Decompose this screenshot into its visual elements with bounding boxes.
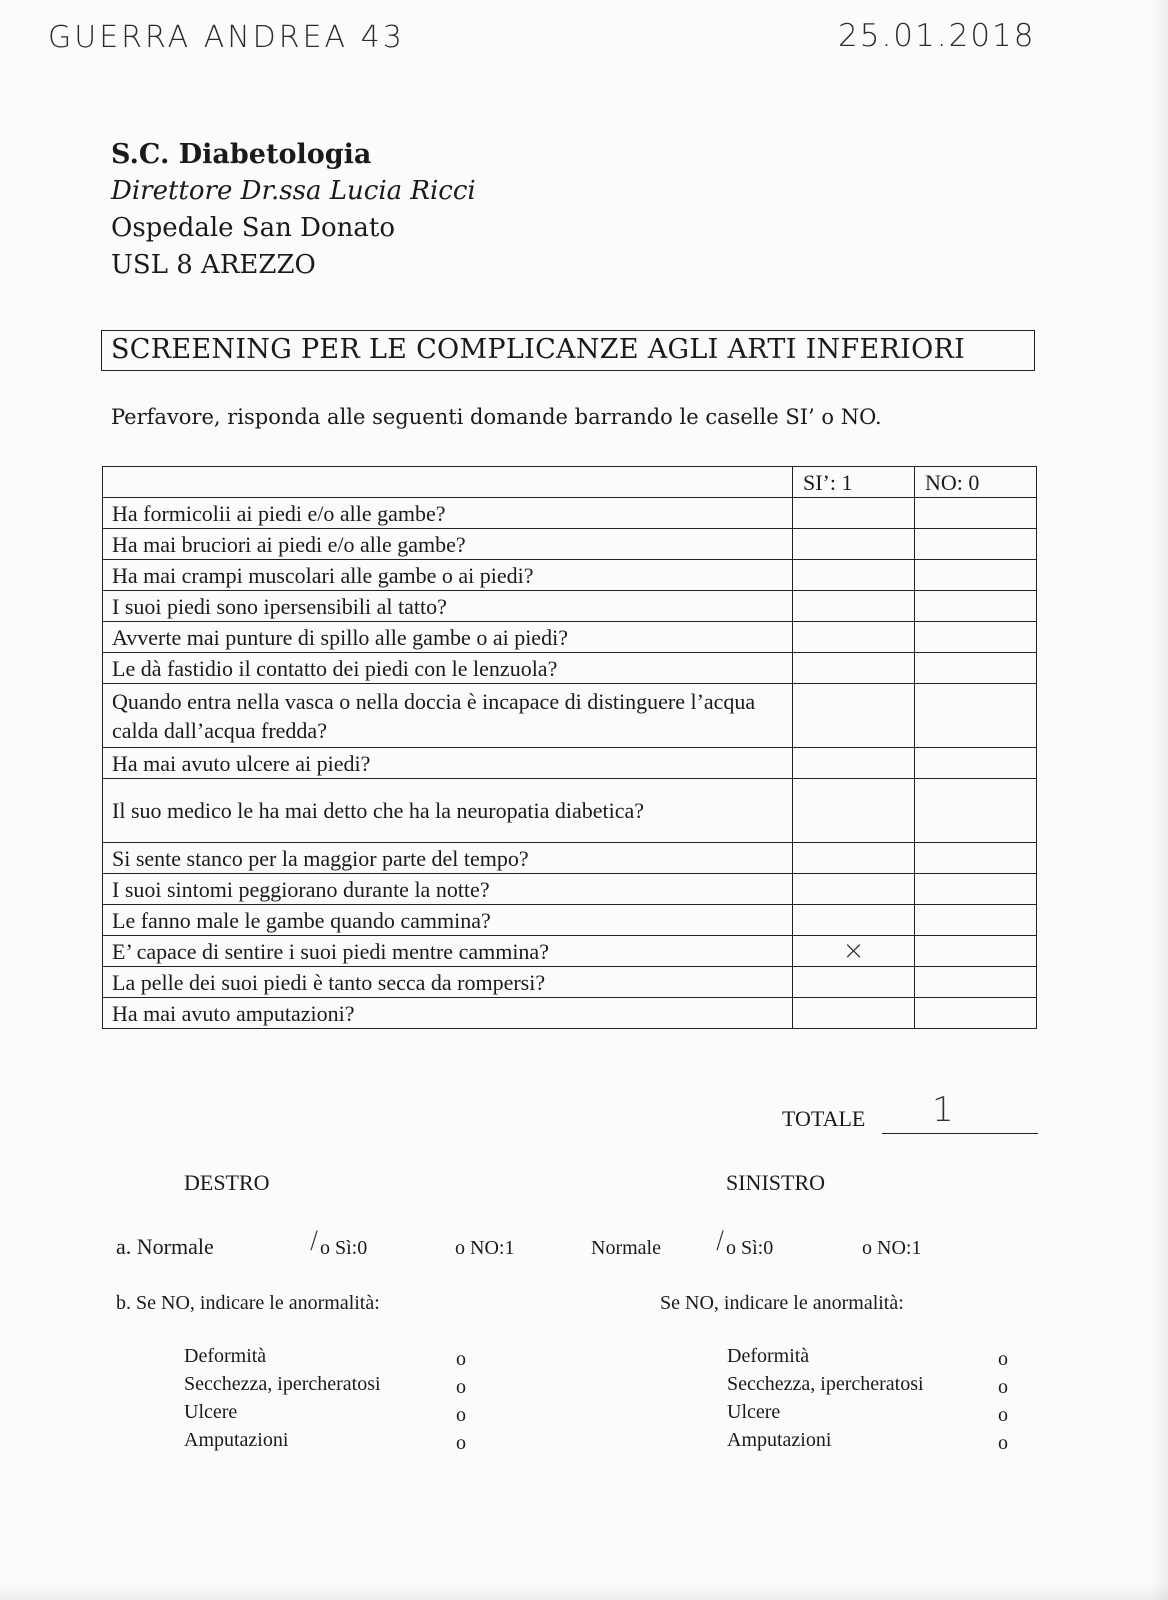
- date-handwritten: 25.01.2018: [838, 18, 1036, 54]
- no-checkbox[interactable]: [915, 967, 1037, 998]
- yes-checkbox[interactable]: [793, 998, 915, 1029]
- yes-checkbox[interactable]: [793, 779, 915, 843]
- table-row: [103, 684, 1037, 748]
- right-foot-heading: DESTRO: [184, 1170, 270, 1195]
- page-edge-shadow: [1150, 0, 1168, 1600]
- question-text: Avverte mai punture di spillo alle gambe o ai piedi?: [103, 622, 793, 653]
- right-item-deformita: Deformità: [184, 1345, 267, 1367]
- table-row: [103, 591, 1037, 622]
- right-normal-no-option[interactable]: o NO:1: [455, 1237, 515, 1259]
- left-item-ulcere: Ulcere: [727, 1401, 781, 1423]
- usl-name: USL 8 AREZZO: [111, 250, 316, 280]
- left-foot-heading: SINISTRO: [726, 1170, 826, 1195]
- right-item-deformita-option[interactable]: o: [456, 1348, 466, 1370]
- yes-checkbox[interactable]: [793, 529, 915, 560]
- left-item-secchezza: Secchezza, ipercheratosi: [727, 1373, 924, 1395]
- column-header-no: NO: 0: [915, 467, 1037, 498]
- patient-name-handwritten: GUERRA ANDREA 43: [48, 20, 405, 55]
- left-item-amputazioni: Amputazioni: [727, 1429, 832, 1451]
- right-normal-label: a. Normale: [116, 1234, 214, 1259]
- question-text: Ha mai bruciori ai piedi e/o alle gambe?: [103, 529, 793, 560]
- no-checkbox[interactable]: [915, 498, 1037, 529]
- no-checkbox[interactable]: [915, 560, 1037, 591]
- table-header-blank: [103, 467, 793, 498]
- right-normal-yes-option[interactable]: o Sì:0: [320, 1237, 368, 1259]
- table-row: [103, 779, 1037, 843]
- left-normal-no-option[interactable]: o NO:1: [862, 1237, 922, 1259]
- question-text: E’ capace di sentire i suoi piedi mentre cammina?: [103, 936, 793, 967]
- left-item-secchezza-option[interactable]: o: [998, 1376, 1008, 1398]
- no-checkbox[interactable]: [915, 684, 1037, 748]
- question-text: Ha formicolii ai piedi e/o alle gambe?: [103, 498, 793, 529]
- right-item-ulcere: Ulcere: [184, 1401, 238, 1423]
- no-checkbox[interactable]: [915, 779, 1037, 843]
- table-row: [103, 748, 1037, 779]
- question-text: I suoi piedi sono ipersensibili al tatto?: [103, 591, 793, 622]
- hospital-header: [111, 136, 476, 284]
- right-item-amputazioni-option[interactable]: o: [456, 1432, 466, 1454]
- total-underline: [882, 1133, 1038, 1134]
- right-yes-strike-mark: /: [310, 1226, 319, 1254]
- question-text: Ha mai crampi muscolari alle gambe o ai piedi?: [103, 560, 793, 591]
- hospital-name: Ospedale San Donato: [111, 213, 395, 243]
- total-value-handwritten[interactable]: 1: [932, 1090, 954, 1130]
- yes-checkbox[interactable]: [793, 874, 915, 905]
- yes-checkbox[interactable]: [793, 843, 915, 874]
- form-title-box: [101, 330, 1035, 371]
- table-row: [103, 936, 1037, 967]
- left-item-ulcere-option[interactable]: o: [998, 1404, 1008, 1426]
- left-abnormal-label: Se NO, indicare le anormalità:: [660, 1292, 904, 1314]
- yes-checkbox[interactable]: [793, 748, 915, 779]
- director-name: Direttore Dr.ssa Lucia Ricci: [111, 176, 476, 206]
- no-checkbox[interactable]: [915, 529, 1037, 560]
- yes-checkbox[interactable]: [793, 622, 915, 653]
- left-item-deformita-option[interactable]: o: [998, 1348, 1008, 1370]
- yes-checkbox[interactable]: [793, 967, 915, 998]
- yes-checkbox[interactable]: [793, 653, 915, 684]
- table-row: [103, 622, 1037, 653]
- question-text: Ha mai avuto amputazioni?: [103, 998, 793, 1029]
- table-row: [103, 843, 1037, 874]
- yes-checkbox[interactable]: [793, 684, 915, 748]
- no-checkbox[interactable]: [915, 874, 1037, 905]
- yes-checkbox[interactable]: [793, 905, 915, 936]
- yes-checkbox[interactable]: ×: [793, 936, 915, 967]
- yes-checkbox[interactable]: [793, 591, 915, 622]
- instructions: Perfavore, risponda alle seguenti domande barrando le caselle SI’ o NO.: [111, 405, 882, 429]
- table-row: [103, 967, 1037, 998]
- right-item-ulcere-option[interactable]: o: [456, 1404, 466, 1426]
- page-edge-shadow-bottom: [0, 1584, 1168, 1600]
- no-checkbox[interactable]: [915, 653, 1037, 684]
- question-text: Le dà fastidio il contatto dei piedi con le lenzuola?: [103, 653, 793, 684]
- right-abnormal-label: b. Se NO, indicare le anormalità:: [116, 1292, 380, 1314]
- table-row: [103, 560, 1037, 591]
- question-text: Il suo medico le ha mai detto che ha la neuropatia diabetica?: [103, 779, 793, 843]
- question-text: La pelle dei suoi piedi è tanto secca da rompersi?: [103, 967, 793, 998]
- department-name: S.C. Diabetologia: [111, 139, 372, 170]
- right-item-amputazioni: Amputazioni: [184, 1429, 289, 1451]
- form-title: SCREENING PER LE COMPLICANZE AGLI ARTI INFERIORI: [111, 334, 966, 365]
- question-text: Le fanno male le gambe quando cammina?: [103, 905, 793, 936]
- no-checkbox[interactable]: [915, 998, 1037, 1029]
- right-item-secchezza-option[interactable]: o: [456, 1376, 466, 1398]
- left-item-amputazioni-option[interactable]: o: [998, 1432, 1008, 1454]
- no-checkbox[interactable]: [915, 622, 1037, 653]
- right-item-secchezza: Secchezza, ipercheratosi: [184, 1373, 381, 1395]
- yes-checkbox[interactable]: [793, 560, 915, 591]
- table-header-row: [103, 467, 1037, 498]
- table-row: [103, 874, 1037, 905]
- question-text: Si sente stanco per la maggior parte del tempo?: [103, 843, 793, 874]
- table-row: [103, 998, 1037, 1029]
- column-header-yes: SI’: 1: [793, 467, 915, 498]
- table-row: [103, 529, 1037, 560]
- table-row: [103, 905, 1037, 936]
- left-yes-strike-mark: /: [716, 1226, 725, 1254]
- questionnaire-table: [102, 466, 1037, 1029]
- table-row: [103, 653, 1037, 684]
- no-checkbox[interactable]: [915, 748, 1037, 779]
- question-text: Ha mai avuto ulcere ai piedi?: [103, 748, 793, 779]
- no-checkbox[interactable]: [915, 591, 1037, 622]
- no-checkbox[interactable]: [915, 843, 1037, 874]
- table-row: [103, 498, 1037, 529]
- left-normal-yes-option[interactable]: o Sì:0: [726, 1237, 774, 1259]
- left-normal-label: Normale: [591, 1237, 661, 1259]
- total-label: TOTALE: [782, 1106, 866, 1131]
- question-text: Quando entra nella vasca o nella doccia è incapace di distinguere l’acqua calda dall’acqua fredda?: [103, 684, 793, 748]
- no-checkbox[interactable]: [915, 905, 1037, 936]
- left-item-deformita: Deformità: [727, 1345, 810, 1367]
- no-checkbox[interactable]: [915, 936, 1037, 967]
- question-text: I suoi sintomi peggiorano durante la notte?: [103, 874, 793, 905]
- yes-checkbox[interactable]: [793, 498, 915, 529]
